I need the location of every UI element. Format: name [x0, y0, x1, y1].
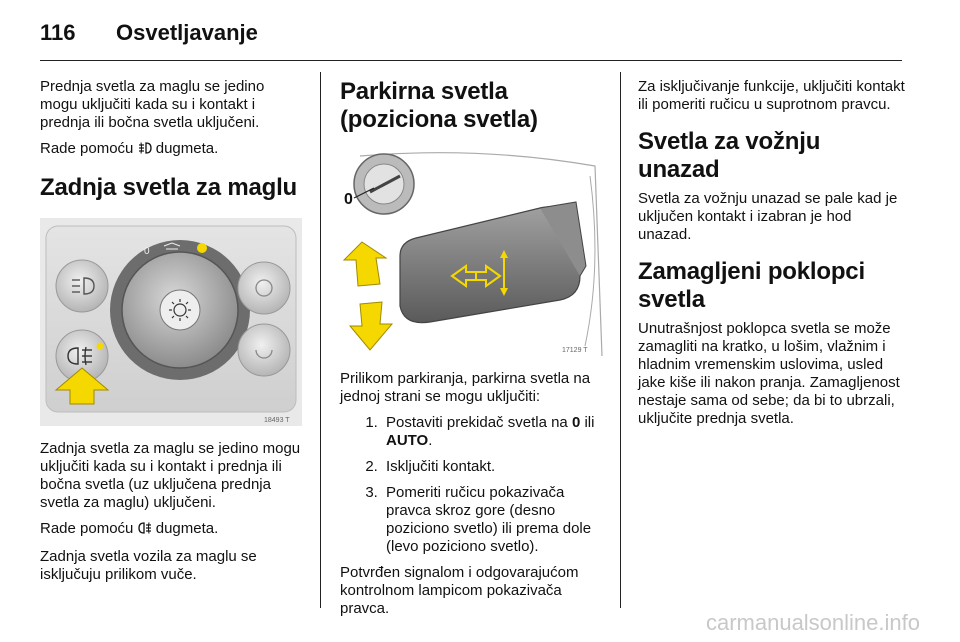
- switch-zero-label: 0: [144, 246, 150, 257]
- rear-fog-heading: Zadnja svetla za maglu: [40, 174, 298, 201]
- rear-fog-light-icon: [138, 521, 152, 540]
- deactivate-paragraph: Za isključivanje funkcije, uključiti kontakt ili pomeriti ručicu u suprotnom pravcu.: [638, 78, 905, 113]
- parking-lights-figure: [340, 146, 605, 356]
- page-number: 116: [40, 20, 76, 45]
- front-fog-light-icon: [138, 141, 152, 160]
- column-divider-2: [620, 72, 621, 608]
- column-2: [340, 78, 605, 626]
- rear-fog-usage: Rade pomoću dugmeta.: [40, 520, 302, 540]
- figure-zero-label: 0: [344, 191, 353, 208]
- header-rule: [40, 60, 902, 61]
- chapter-title: Osvetljavanje: [116, 20, 258, 45]
- column-1: [40, 78, 302, 592]
- page-header: [40, 18, 258, 48]
- parking-steps: [340, 414, 605, 556]
- front-fog-paragraph: Prednja svetla za maglu se jedino mogu uključiti kada su i kontakt i prednja ili bočna svetla uključeni.: [40, 78, 265, 131]
- misted-covers-paragraph: Unutrašnjost poklopca svetla se može zamagliti na kratko, u lošim, vlažnim i hladnim vremenskim uslovima, usled jake kiše ili nakon pranja. Zamagljenost nestaje sama od sebe; da bi to ubrzali, uključite prednja svetla.: [638, 320, 900, 427]
- watermark: carmanualsonline.info: [705, 610, 920, 635]
- parking-lights-heading: Parkirna svetla (poziciona svetla): [340, 78, 538, 133]
- column-divider-1: [320, 72, 321, 608]
- reversing-lights-paragraph: Svetla za vožnju unazad se pale kad je uključen kontakt i izabran je hod unazad.: [638, 190, 898, 243]
- parking-outro: Potvrđen signalom i odgovarajućom kontrolnom lampicom pokazivača pravca.: [340, 564, 579, 617]
- figure-code-18493: 18493 T: [264, 417, 290, 424]
- rear-fog-switch-figure: [40, 218, 302, 426]
- figure-code-17129: 17129 T: [562, 347, 588, 354]
- column-3: [638, 78, 906, 436]
- parking-step-2: 2. Isključiti kontakt.: [382, 458, 605, 476]
- parking-intro: Prilikom parkiranja, parkirna svetla na jednoj strani se mogu uključiti:: [340, 370, 591, 405]
- parking-step-3: 3. Pomeriti ručicu pokazivača pravca skroz gore (desno poziciono svetlo) ili prema dole (levo poziciono svetlo).: [382, 484, 605, 556]
- towing-paragraph: Zadnja svetla vozila za maglu se isključuju prilikom vuče.: [40, 548, 257, 583]
- reversing-lights-heading: Svetla za vožnju unazad: [638, 128, 821, 183]
- misted-covers-heading: Zamagljeni poklopci svetla: [638, 258, 865, 313]
- parking-step-1: 1. Postaviti prekidač svetla na 0 ili AUTO.: [382, 414, 605, 450]
- front-fog-usage: Rade pomoću dugmeta.: [40, 140, 302, 160]
- rear-fog-paragraph: Zadnja svetla za maglu se jedino mogu uključiti kada su i kontakt i prednja ili bočna svetla (uz uključena prednja svetla za maglu) uključeni.: [40, 440, 301, 511]
